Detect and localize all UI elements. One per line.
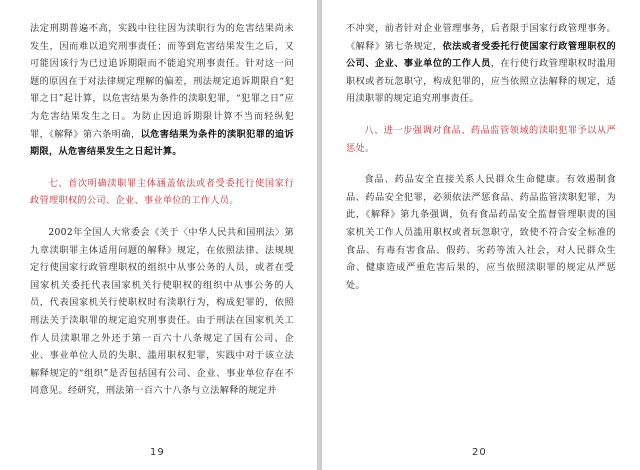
paragraph-article-7 [346, 20, 616, 108]
paragraph-2002-interpretation: 2002年全国人大常委会《关于〈中华人民共和国刑法〉第九章渎职罪主体适用问题的解释》规定，在依照法律、法规规定行使国家行政管理职权的组织中从事公务的人员，或者在受国家机关委托代表国家机关行使职权的组织中从事公务的人员，代表国家机关行使职权时有渎职行为，构成犯罪的，依照刑法关于渎职罪的规定追究刑事责任。由于刑法在国家机关工作人员渎职罪之外还于第一百六十八条规定了国有公司、企业、事业单位人员的失职、滥用职权犯罪，实践中对于该立法解释规定的“组织”是否包括国有公司、企业、事业单位存在不同意见。经研究，刑法第一百六十八条与立法解释的规定并 [30, 226, 294, 397]
paragraph-text-cont: ，在行使行政管理职权时滥用职权或者玩忽职守，构成犯罪的，应当依照立法解释的规定，适用渎职罪的规定追究刑事责任。 [346, 58, 617, 105]
page-number-left: 19 [150, 447, 165, 458]
right-page [321, 0, 640, 470]
left-page [0, 0, 318, 470]
section-heading-8: 八、进一步强调对食品、药品监管领域的渎职犯罪予以从严惩处。 [346, 124, 616, 154]
bold-emphasis: 依法或者受委托行使国家行政管理职权的公司、企业、事业单位的工作人员 [346, 40, 616, 70]
paragraph-text: 不冲突，前者针对企业管理事务，后者限于国家行政管理事务。《解释》第七条规定， [346, 23, 616, 52]
bold-emphasis: 以危害结果为条件的渎职犯罪的追诉期限，从危害结果发生之日起计算 [30, 128, 294, 158]
paragraph-end: 。 [172, 146, 182, 158]
paragraph-text: 法定刑期普遍不高，实践中往往因为渎职行为的危害结果尚未发生，因而难以追究刑事责任；而等到危害结果发生之后，又可能因该行为已过追诉期限而不能追究刑事责任。针对这一问题的原因在于对法律规定理解的偏差，刑法规定追诉期限自“犯罪之日”起计算，以危害结果为条件的渎职犯罪，“犯罪之日”应为危害结果发生之日。为防止因追诉期限计算不当而轻纵犯罪，《解释》第六条明确， [30, 23, 294, 140]
page-number-right: 20 [472, 447, 487, 458]
paragraph-statute-limitations [30, 20, 294, 161]
section-heading-7: 七、首次明确渎职罪主体涵盖依法或者受委托行使国家行政管理职权的公司、企业、事业单位的工作人员。 [30, 177, 294, 207]
left-page-text [30, 20, 294, 400]
right-page-text [346, 20, 616, 294]
paragraph-food-drug: 食品、药品安全直接关系人民群众生命健康。有效遏制食品、药品安全犯罪，必须依法严惩食品、药品监管渎职犯罪，为此，《解释》第九条强调，负有食品药品安全监督管理职责的国家机关工作人员滥用职权或者玩忽职守，致使不符合安全标准的食品、有毒有害食品、假药、劣药等流入社会，对人民群众生命、健康造成严重危害后果的，应当依照渎职罪的规定从严惩处。 [346, 174, 616, 291]
